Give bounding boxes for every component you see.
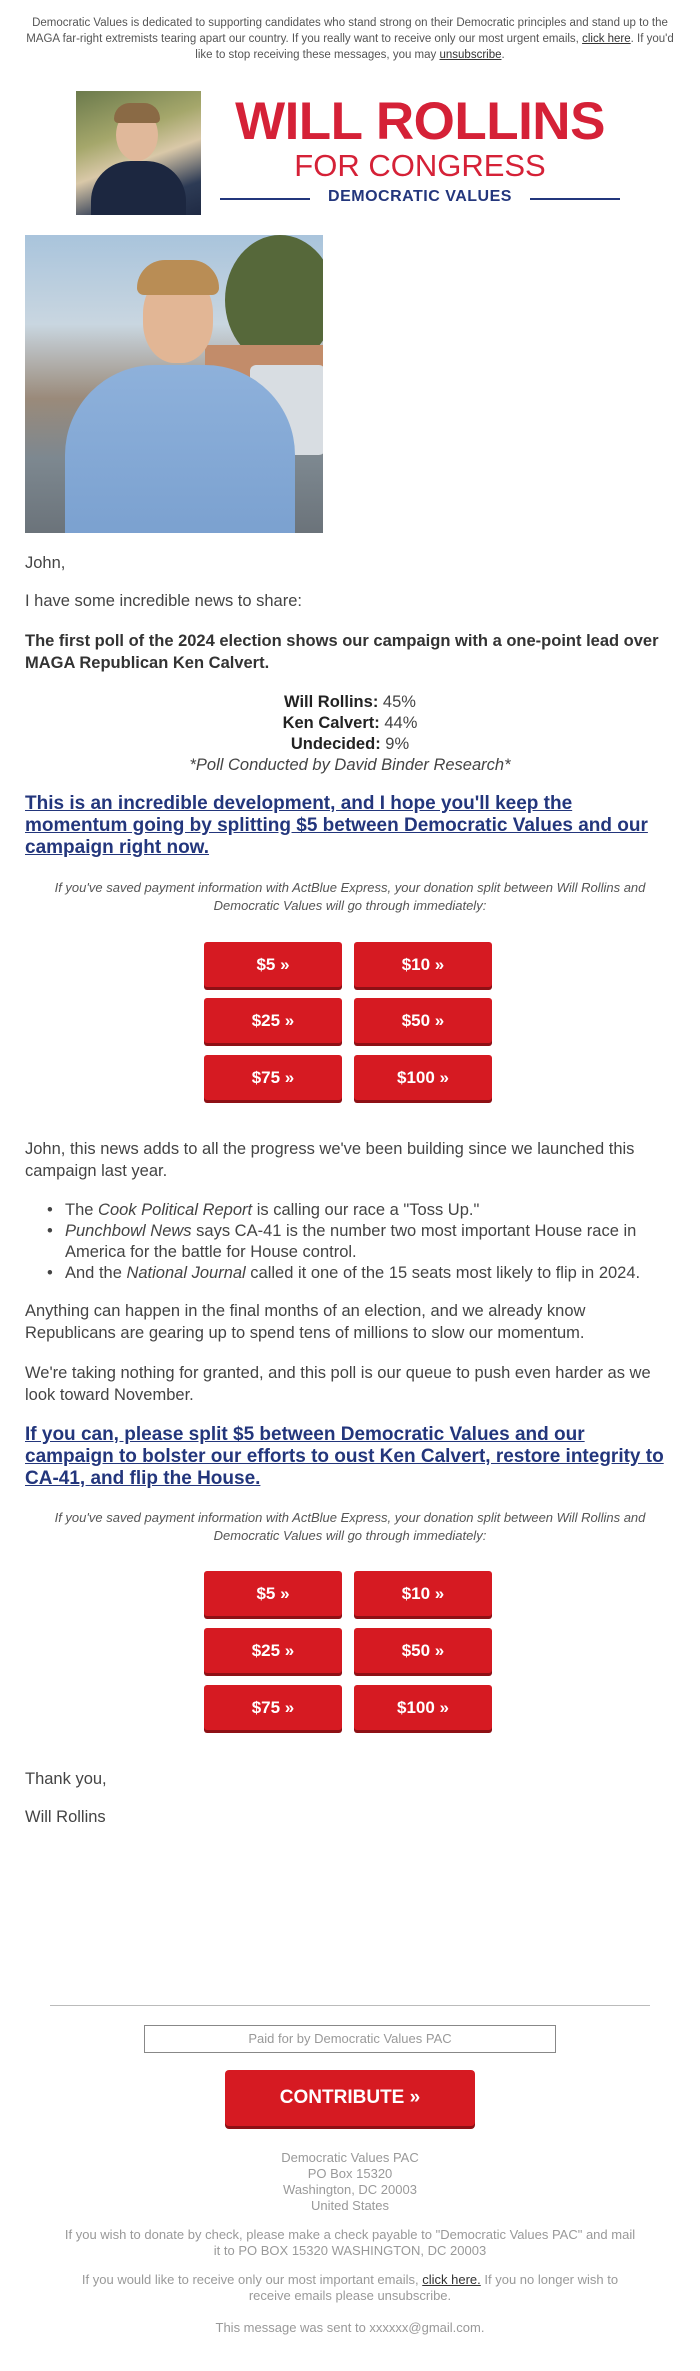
donate-75-button[interactable]: $75 » — [204, 1685, 342, 1730]
bullet-pre: The — [65, 1201, 99, 1219]
address-line: United States — [310, 2198, 390, 2213]
candidate-headshot — [76, 91, 201, 215]
paid-for-disclaimer: Paid for by Democratic Values PAC — [144, 2025, 556, 2053]
achievement-list — [25, 1200, 675, 1284]
sent-to-notice: This message was sent to xxxxxx@gmail.com. — [215, 2320, 485, 2335]
address-line: Washington, DC 20003 — [283, 2182, 417, 2197]
poll-label: Will Rollins: — [284, 693, 379, 711]
check-donation-note: If you wish to donate by check, please make a check payable to "Democratic Values PAC" and mail it to PO BOX 15320 WASHINGTON, DC 20003 — [64, 2227, 636, 2258]
publication-name: National Journal — [126, 1264, 246, 1282]
hero-hair — [137, 260, 219, 295]
preheader-text: Democratic Values is dedicated to supporting candidates who stand strong on their Democratic principles and stand up to the MAGA far-right extremists tearing apart our country. If you really want to receive only our most urgent emails, — [26, 17, 668, 45]
donate-5-button[interactable]: $5 » — [204, 1571, 342, 1616]
headshot-body — [91, 161, 186, 215]
preferences-text: If you would like to receive only our most important emails, — [81, 2272, 419, 2287]
address-line: Democratic Values PAC — [281, 2150, 419, 2165]
donate-10-button[interactable]: $10 » — [354, 942, 492, 987]
preheader-text-middle: . If you'd like to stop receiving these messages, you may — [195, 33, 674, 61]
poll-label: Undecided: — [290, 735, 381, 753]
mailing-address — [60, 2150, 640, 2214]
bullet-pre: And the — [65, 1264, 127, 1282]
poll-value: 45% — [382, 693, 416, 711]
poll-results — [25, 692, 675, 776]
poll-label: Ken Calvert: — [282, 714, 380, 732]
headshot-hair — [114, 103, 160, 123]
poll-row — [25, 734, 675, 755]
address-line: PO Box 15320 — [307, 2166, 393, 2181]
donate-100-button[interactable]: $100 » — [354, 1055, 492, 1100]
donate-5-button[interactable]: $5 » — [204, 942, 342, 987]
granted-text: We're taking nothing for granted, and this poll is our queue to push even harder as we look toward November. — [25, 1364, 651, 1404]
bullet-post: says CA-41 is the number two most important House race in America for the battle for House control. — [65, 1222, 637, 1261]
poll-row — [25, 692, 675, 713]
brand-name: WILL ROLLINS — [235, 92, 605, 151]
anything-text: Anything can happen in the final months of an election, and we already know Republicans are gearing up to spend tens of millions to slow our momentum. — [25, 1302, 586, 1342]
list-item — [25, 1263, 675, 1284]
hero-shirt — [65, 365, 295, 533]
publication-name: Cook Political Report — [98, 1201, 253, 1219]
brand-rule-right — [530, 198, 620, 200]
brand-org: DEMOCRATIC VALUES — [328, 188, 512, 205]
donate-10-button[interactable]: $10 » — [354, 1571, 492, 1616]
publication-name: Punchbowl News — [65, 1222, 192, 1240]
poll-value: 44% — [384, 714, 418, 732]
donate-25-button[interactable]: $25 » — [204, 998, 342, 1043]
donate-75-button[interactable]: $75 » — [204, 1055, 342, 1100]
preheader-text-end: . — [501, 49, 505, 61]
brand-subtitle: FOR CONGRESS — [294, 148, 546, 183]
poll-row — [25, 713, 675, 734]
poll-value: 9% — [385, 735, 410, 753]
footer-divider — [50, 2005, 650, 2006]
brand-rule-left — [220, 198, 310, 200]
cta-link-split-5[interactable]: This is an incredible development, and I hope you'll keep the momentum going by splitting $5 between Democratic Values and our campaign right now. — [25, 793, 648, 858]
preferences-unsubscribe-text: If you no longer wish to receive emails please unsubscribe. — [248, 2272, 619, 2303]
preheader — [25, 15, 675, 63]
list-item — [25, 1200, 675, 1221]
preheader-unsubscribe-link[interactable]: unsubscribe — [439, 49, 502, 61]
donate-100-button[interactable]: $100 » — [354, 1685, 492, 1730]
bullet-post: called it one of the 15 seats most likely to flip in 2024. — [245, 1264, 641, 1282]
email-preferences — [60, 2272, 640, 2304]
bullet-post: is calling our race a "Toss Up." — [252, 1201, 480, 1219]
poll-headline: The first poll of the 2024 election shows our campaign with a one-point lead over MAGA Republican Ken Calvert. — [25, 632, 659, 672]
donate-50-button[interactable]: $50 » — [354, 998, 492, 1043]
actblue-express-note: If you've saved payment information with ActBlue Express, your donation split between Will Rollins and Democratic Values will go through immediately: — [54, 880, 646, 913]
donate-50-button[interactable]: $50 » — [354, 1628, 492, 1673]
actblue-express-note-2: If you've saved payment information with ActBlue Express, your donation split between Will Rollins and Democratic Values will go through immediately: — [54, 1510, 646, 1543]
cta-link-oust-calvert[interactable]: If you can, please split $5 between Democratic Values and our campaign to bolster our efforts to oust Ken Calvert, restore integrity to CA-41, and flip the House. — [25, 1424, 664, 1489]
hero-photo — [25, 235, 323, 533]
signature: Will Rollins — [25, 1808, 106, 1826]
poll-source: *Poll Conducted by David Binder Research* — [189, 756, 511, 774]
thanks-text: Thank you, — [25, 1770, 107, 1788]
preheader-click-here-link[interactable]: click here — [582, 33, 631, 45]
list-item — [25, 1221, 675, 1263]
donate-25-button[interactable]: $25 » — [204, 1628, 342, 1673]
intro-text: I have some incredible news to share: — [25, 592, 302, 610]
contribute-button[interactable]: CONTRIBUTE » — [225, 2070, 475, 2126]
greeting: John, — [25, 554, 66, 572]
progress-text: John, this news adds to all the progress we've been building since we launched this campaign last year. — [25, 1140, 635, 1180]
preferences-click-here-link[interactable]: click here. — [422, 2272, 481, 2287]
